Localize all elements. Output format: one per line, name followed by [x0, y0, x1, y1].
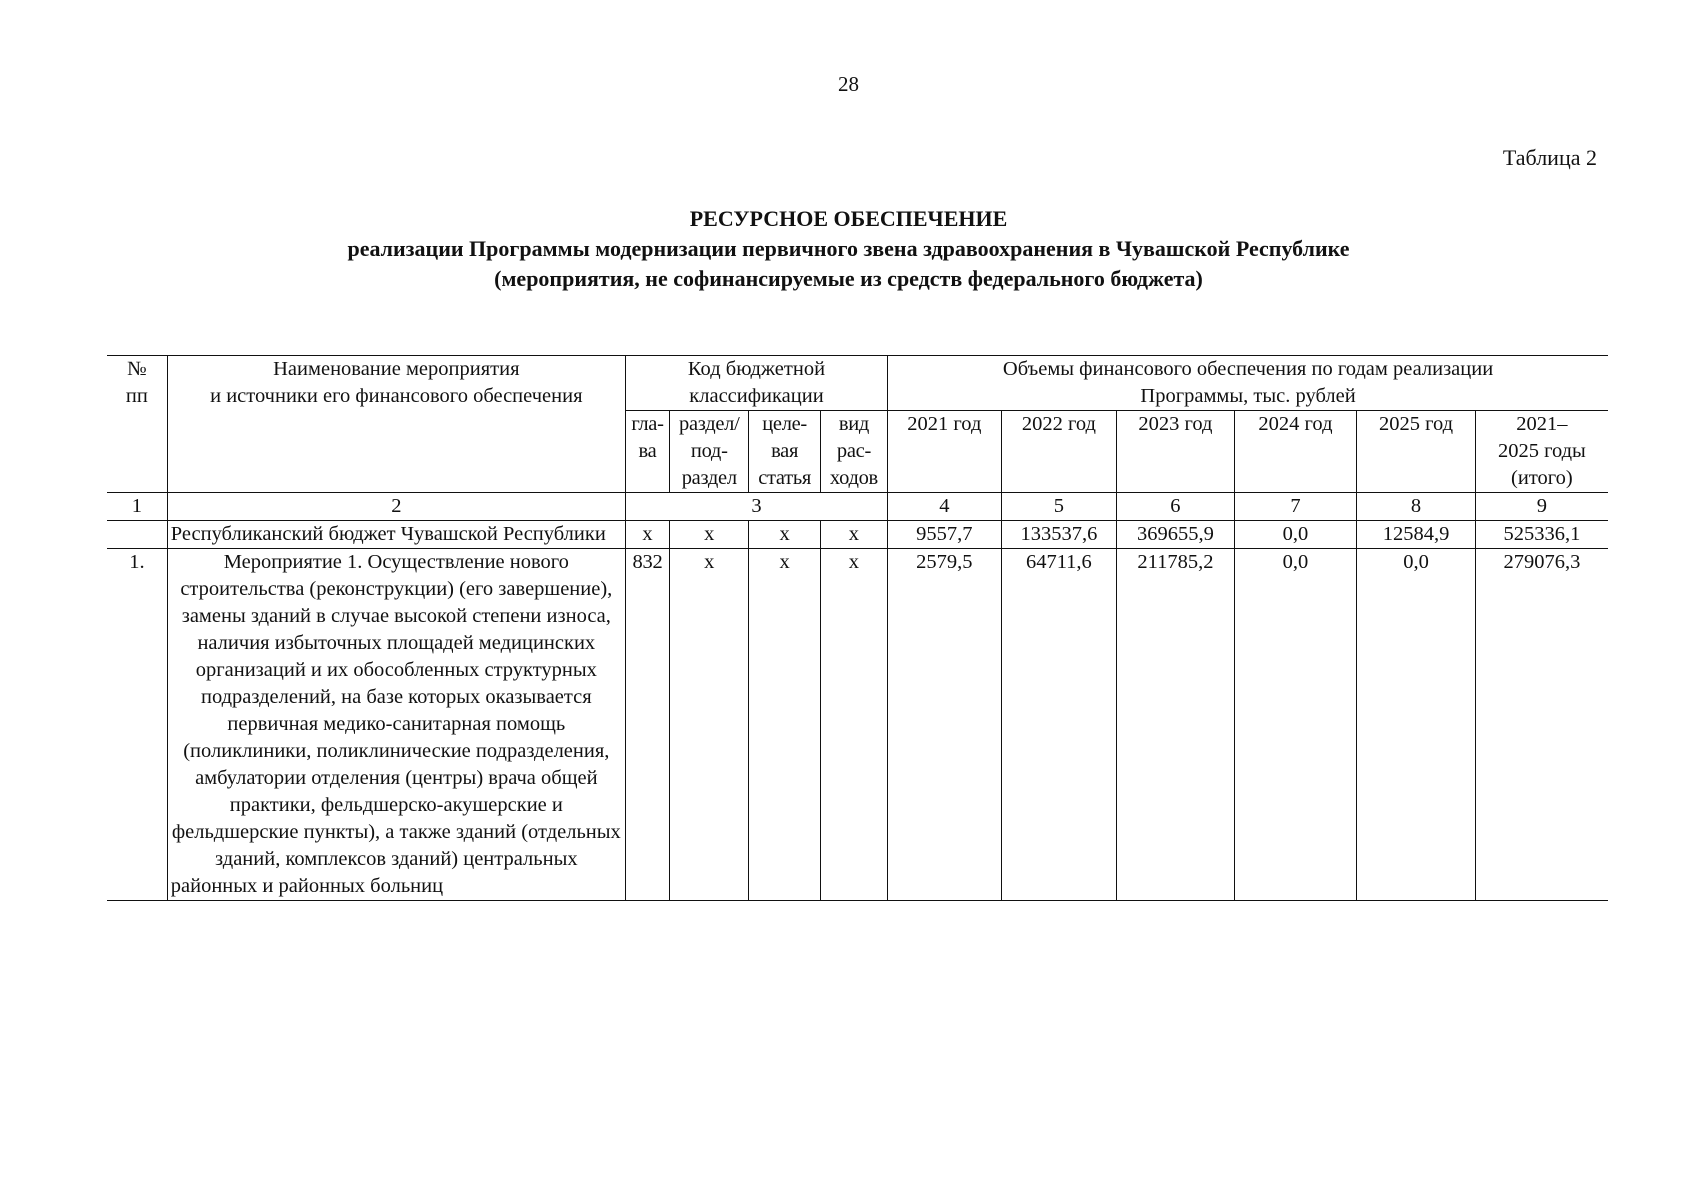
row-razdel: x [670, 549, 749, 901]
header-row-1 [107, 356, 1608, 411]
table-row [107, 549, 1608, 901]
row-2025: 0,0 [1357, 549, 1476, 901]
header-2021: 2021 год [888, 411, 1002, 493]
numbering-cell: 2 [167, 493, 625, 521]
row-2021: 9557,7 [888, 521, 1002, 549]
header-volumes: Объемы финансового обеспечения по годам реализации Программы, тыс. рублей [888, 356, 1608, 411]
numbering-cell: 6 [1117, 493, 1235, 521]
row-name: Мероприятие 1. Осуществление нового строительства (реконструкции) (его завершение), замены зданий в случае высокой степени износа, наличия избыточных площадей медицинских организаций и их обособленных структурных подразделений, на базе которых оказывается первичная медико-санитарная помощь (поликлиники, поликлинические подразделения, амбулатории отделения (центры) врача общей практики, фельдшерско-акушерские и фельдшерские пункты), а также зданий (отдельных зданий, комплексов зданий) центральных районных и районных больниц [167, 549, 625, 901]
header-total: 2021– 2025 годы (итого) [1475, 411, 1608, 493]
header-2024: 2024 год [1234, 411, 1357, 493]
header-celevaya: целе- вая статья [749, 411, 820, 493]
numbering-cell: 9 [1475, 493, 1608, 521]
header-2025: 2025 год [1357, 411, 1476, 493]
row-2022: 64711,6 [1001, 549, 1117, 901]
row-vid: x [820, 549, 887, 901]
row-2024: 0,0 [1234, 549, 1357, 901]
numbering-cell: 4 [888, 493, 1002, 521]
table-label: Таблица 2 [1502, 145, 1597, 170]
row-num: 1. [107, 549, 167, 901]
row-glava: x [625, 521, 669, 549]
row-2023: 369655,9 [1117, 521, 1235, 549]
row-2024: 0,0 [1234, 521, 1357, 549]
row-num [107, 521, 167, 549]
header-vid: вид рас- ходов [820, 411, 887, 493]
numbering-row [107, 493, 1608, 521]
row-name: Республиканский бюджет Чувашской Республики [167, 521, 625, 549]
row-celevaya: x [749, 549, 820, 901]
row-razdel: x [670, 521, 749, 549]
row-2022: 133537,6 [1001, 521, 1117, 549]
header-2022: 2022 год [1001, 411, 1117, 493]
row-2025: 12584,9 [1357, 521, 1476, 549]
header-code: Код бюджетной классификации [625, 356, 887, 411]
row-celevaya: x [749, 521, 820, 549]
title-line-1: РЕСУРСНОЕ ОБЕСПЕЧЕНИЕ [689, 206, 1008, 231]
row-2021: 2579,5 [888, 549, 1002, 901]
table-row [107, 521, 1608, 549]
header-glava: гла- ва [625, 411, 669, 493]
header-num: № пп [107, 356, 167, 493]
numbering-cell: 8 [1357, 493, 1476, 521]
row-2023: 211785,2 [1117, 549, 1235, 901]
row-total: 279076,3 [1475, 549, 1608, 901]
numbering-cell: 1 [107, 493, 167, 521]
page-number: 28 [838, 72, 859, 96]
numbering-cell: 7 [1234, 493, 1357, 521]
row-total: 525336,1 [1475, 521, 1608, 549]
title-line-2: реализации Программы модернизации первичного звена здравоохранения в Чувашской Республике [347, 236, 1350, 261]
title-line-3: (мероприятия, не софинансируемые из средств федерального бюджета) [494, 266, 1203, 291]
header-name: Наименование мероприятия и источники его финансового обеспечения [167, 356, 625, 493]
resource-table [107, 355, 1608, 901]
row-vid: x [820, 521, 887, 549]
numbering-cell: 3 [625, 493, 887, 521]
numbering-cell: 5 [1001, 493, 1117, 521]
header-2023: 2023 год [1117, 411, 1235, 493]
document-title [0, 204, 1697, 294]
header-razdel: раздел/ под- раздел [670, 411, 749, 493]
row-glava: 832 [625, 549, 669, 901]
